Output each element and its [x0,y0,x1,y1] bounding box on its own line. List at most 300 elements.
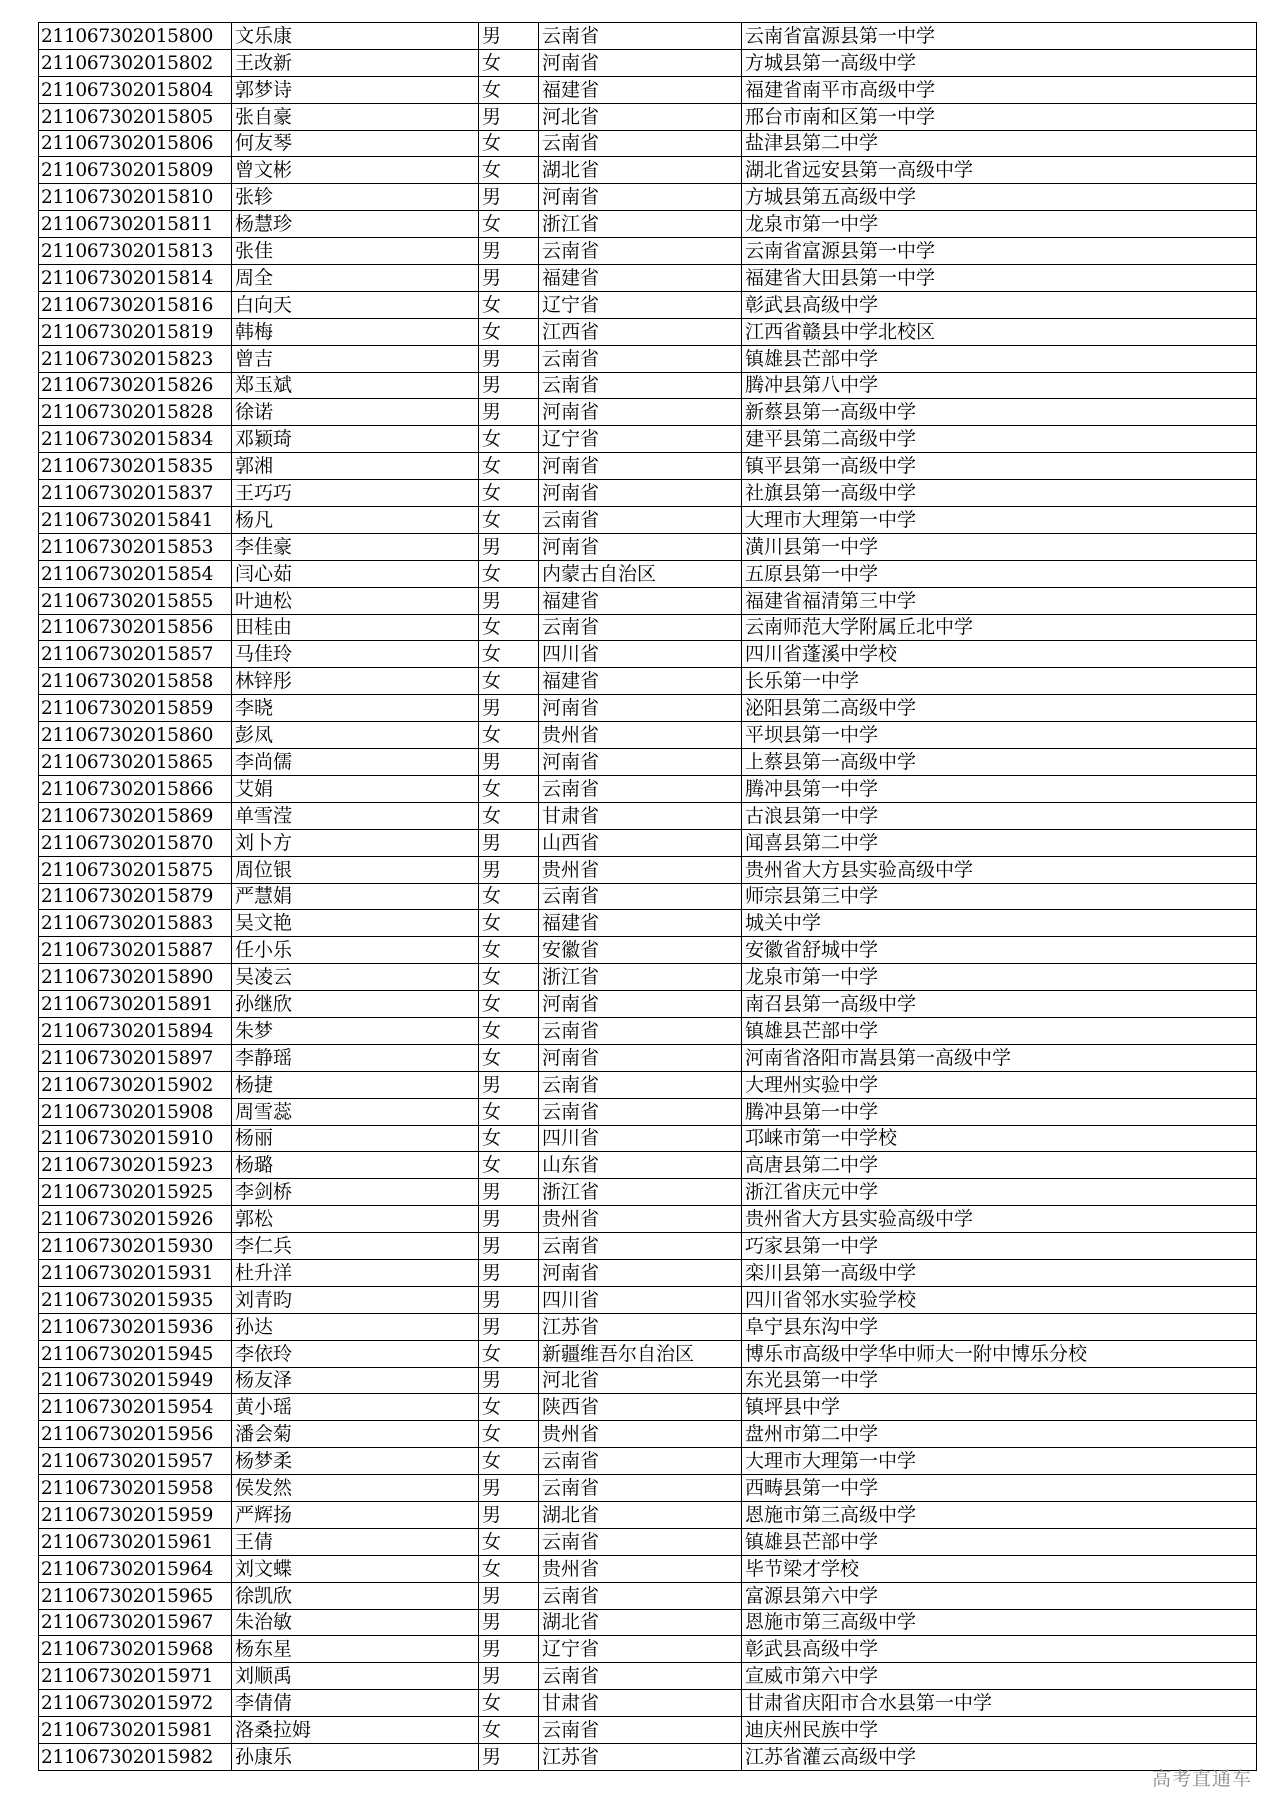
candidate-id-cell: 211067302015834 [39,426,232,453]
gender-cell: 男 [479,1071,539,1098]
province-cell: 福建省 [539,587,742,614]
school-cell: 龙泉市第一中学 [742,211,1257,238]
school-cell: 西畴县第一中学 [742,1475,1257,1502]
table-row [39,614,1257,641]
candidate-id-cell: 211067302015810 [39,184,232,211]
table-row [39,1125,1257,1152]
gender-cell: 女 [479,991,539,1018]
candidate-id-cell: 211067302015806 [39,130,232,157]
candidate-id-cell: 211067302015967 [39,1609,232,1636]
gender-cell: 女 [479,1098,539,1125]
table-row [39,1663,1257,1690]
province-cell: 贵州省 [539,856,742,883]
school-cell: 潢川县第一中学 [742,533,1257,560]
table-row [39,1340,1257,1367]
table-row [39,1582,1257,1609]
school-cell: 泌阳县第二高级中学 [742,695,1257,722]
province-cell: 云南省 [539,130,742,157]
school-cell: 大理市大理第一中学 [742,507,1257,534]
province-cell: 云南省 [539,1071,742,1098]
table-row [39,1394,1257,1421]
province-cell: 河南省 [539,1044,742,1071]
gender-cell: 女 [479,426,539,453]
province-cell: 河南省 [539,991,742,1018]
school-cell: 福建省福清第三中学 [742,587,1257,614]
name-cell: 李佳豪 [232,533,479,560]
name-cell: 杨丽 [232,1125,479,1152]
table-row [39,23,1257,50]
school-cell: 贵州省大方县实验高级中学 [742,856,1257,883]
candidate-id-cell: 211067302015931 [39,1259,232,1286]
name-cell: 王改新 [232,49,479,76]
admission-list-table [38,22,1257,1771]
school-cell: 宣威市第六中学 [742,1663,1257,1690]
name-cell: 吴文艳 [232,910,479,937]
province-cell: 安徽省 [539,937,742,964]
table-row [39,1152,1257,1179]
province-cell: 山西省 [539,829,742,856]
candidate-id-cell: 211067302015982 [39,1744,232,1771]
candidate-id-cell: 211067302015811 [39,211,232,238]
name-cell: 刘文蝶 [232,1555,479,1582]
gender-cell: 女 [479,507,539,534]
name-cell: 艾娟 [232,775,479,802]
province-cell: 云南省 [539,507,742,534]
province-cell: 贵州省 [539,1421,742,1448]
province-cell: 辽宁省 [539,1636,742,1663]
gender-cell: 男 [479,1259,539,1286]
province-cell: 河北省 [539,1367,742,1394]
name-cell: 周全 [232,265,479,292]
table-row [39,533,1257,560]
candidate-id-cell: 211067302015887 [39,937,232,964]
name-cell: 王倩 [232,1528,479,1555]
name-cell: 吴凌云 [232,964,479,991]
table-row [39,480,1257,507]
province-cell: 云南省 [539,1717,742,1744]
name-cell: 郭梦诗 [232,76,479,103]
table-row [39,641,1257,668]
table-row [39,775,1257,802]
table-row [39,1690,1257,1717]
gender-cell: 男 [479,1233,539,1260]
candidate-id-cell: 211067302015828 [39,399,232,426]
table-row [39,211,1257,238]
name-cell: 李仁兵 [232,1233,479,1260]
province-cell: 河南省 [539,533,742,560]
table-row [39,1179,1257,1206]
gender-cell: 女 [479,1717,539,1744]
candidate-id-cell: 211067302015958 [39,1475,232,1502]
watermark-text: 高考直通车 [1151,1768,1252,1790]
gender-cell: 男 [479,856,539,883]
gender-cell: 男 [479,533,539,560]
candidate-id-cell: 211067302015875 [39,856,232,883]
name-cell: 杨璐 [232,1152,479,1179]
candidate-id-cell: 211067302015923 [39,1152,232,1179]
school-cell: 镇雄县芒部中学 [742,345,1257,372]
gender-cell: 女 [479,130,539,157]
table-row [39,130,1257,157]
candidate-id-cell: 211067302015856 [39,614,232,641]
school-cell: 盘州市第二中学 [742,1421,1257,1448]
school-cell: 新蔡县第一高级中学 [742,399,1257,426]
province-cell: 辽宁省 [539,426,742,453]
province-cell: 四川省 [539,1286,742,1313]
province-cell: 云南省 [539,1098,742,1125]
candidate-id-cell: 211067302015926 [39,1206,232,1233]
province-cell: 江西省 [539,318,742,345]
gender-cell: 女 [479,1555,539,1582]
gender-cell: 女 [479,668,539,695]
school-cell: 镇雄县芒部中学 [742,1017,1257,1044]
name-cell: 严慧娟 [232,883,479,910]
province-cell: 浙江省 [539,964,742,991]
name-cell: 朱治敏 [232,1609,479,1636]
school-cell: 云南省富源县第一中学 [742,23,1257,50]
name-cell: 杨东星 [232,1636,479,1663]
table-row [39,1044,1257,1071]
gender-cell: 男 [479,1206,539,1233]
school-cell: 彰武县高级中学 [742,291,1257,318]
table-row [39,1717,1257,1744]
school-cell: 恩施市第三高级中学 [742,1501,1257,1528]
candidate-id-cell: 211067302015835 [39,453,232,480]
candidate-id-cell: 211067302015802 [39,49,232,76]
table-row [39,399,1257,426]
school-cell: 邛崃市第一中学校 [742,1125,1257,1152]
name-cell: 马佳玲 [232,641,479,668]
gender-cell: 女 [479,1528,539,1555]
table-row [39,265,1257,292]
gender-cell: 女 [479,1690,539,1717]
province-cell: 云南省 [539,1233,742,1260]
name-cell: 李倩倩 [232,1690,479,1717]
candidate-id-cell: 211067302015804 [39,76,232,103]
name-cell: 叶迪松 [232,587,479,614]
school-cell: 腾冲县第一中学 [742,775,1257,802]
candidate-id-cell: 211067302015857 [39,641,232,668]
gender-cell: 女 [479,614,539,641]
candidate-id-cell: 211067302015860 [39,722,232,749]
gender-cell: 女 [479,453,539,480]
gender-cell: 女 [479,910,539,937]
gender-cell: 男 [479,1179,539,1206]
candidate-id-cell: 211067302015945 [39,1340,232,1367]
candidate-id-cell: 211067302015826 [39,372,232,399]
candidate-id-cell: 211067302015968 [39,1636,232,1663]
school-cell: 栾川县第一高级中学 [742,1259,1257,1286]
table-row [39,507,1257,534]
candidate-id-cell: 211067302015981 [39,1717,232,1744]
table-row [39,1098,1257,1125]
province-cell: 江苏省 [539,1744,742,1771]
table-row [39,856,1257,883]
table-row [39,453,1257,480]
province-cell: 河南省 [539,184,742,211]
gender-cell: 男 [479,1582,539,1609]
name-cell: 李依玲 [232,1340,479,1367]
table-row [39,1071,1257,1098]
province-cell: 云南省 [539,238,742,265]
province-cell: 云南省 [539,1017,742,1044]
table-row [39,1609,1257,1636]
name-cell: 郑玉斌 [232,372,479,399]
school-cell: 富源县第六中学 [742,1582,1257,1609]
school-cell: 东光县第一中学 [742,1367,1257,1394]
candidate-id-cell: 211067302015935 [39,1286,232,1313]
school-cell: 长乐第一中学 [742,668,1257,695]
school-cell: 社旗县第一高级中学 [742,480,1257,507]
candidate-id-cell: 211067302015890 [39,964,232,991]
school-cell: 巧家县第一中学 [742,1233,1257,1260]
province-cell: 河南省 [539,49,742,76]
candidate-id-cell: 211067302015894 [39,1017,232,1044]
name-cell: 闫心茹 [232,560,479,587]
candidate-id-cell: 211067302015956 [39,1421,232,1448]
table-row [39,910,1257,937]
name-cell: 洛桑拉姆 [232,1717,479,1744]
name-cell: 孙继欣 [232,991,479,1018]
school-cell: 邢台市南和区第一中学 [742,103,1257,130]
name-cell: 孙达 [232,1313,479,1340]
candidate-id-cell: 211067302015879 [39,883,232,910]
school-cell: 盐津县第二中学 [742,130,1257,157]
name-cell: 刘卜方 [232,829,479,856]
table-row [39,76,1257,103]
gender-cell: 男 [479,1609,539,1636]
province-cell: 云南省 [539,1475,742,1502]
table-row [39,291,1257,318]
candidate-id-cell: 211067302015809 [39,157,232,184]
school-cell: 建平县第二高级中学 [742,426,1257,453]
gender-cell: 女 [479,49,539,76]
gender-cell: 女 [479,1448,539,1475]
name-cell: 白向天 [232,291,479,318]
candidate-id-cell: 211067302015971 [39,1663,232,1690]
gender-cell: 女 [479,211,539,238]
table-row [39,1555,1257,1582]
province-cell: 福建省 [539,265,742,292]
name-cell: 杜升洋 [232,1259,479,1286]
table-row [39,1367,1257,1394]
province-cell: 湖北省 [539,1609,742,1636]
name-cell: 孙康乐 [232,1744,479,1771]
table-row [39,1475,1257,1502]
table-row [39,1501,1257,1528]
candidate-id-cell: 211067302015805 [39,103,232,130]
school-cell: 安徽省舒城中学 [742,937,1257,964]
table-row [39,964,1257,991]
gender-cell: 女 [479,291,539,318]
province-cell: 云南省 [539,1663,742,1690]
province-cell: 福建省 [539,76,742,103]
school-cell: 镇坪县中学 [742,1394,1257,1421]
gender-cell: 男 [479,1636,539,1663]
name-cell: 刘顺禹 [232,1663,479,1690]
name-cell: 单雪滢 [232,802,479,829]
school-cell: 大理市大理第一中学 [742,1448,1257,1475]
gender-cell: 男 [479,103,539,130]
name-cell: 张轸 [232,184,479,211]
gender-cell: 男 [479,399,539,426]
province-cell: 四川省 [539,1125,742,1152]
gender-cell: 女 [479,157,539,184]
name-cell: 徐凯欣 [232,1582,479,1609]
gender-cell: 女 [479,480,539,507]
candidate-id-cell: 211067302015959 [39,1501,232,1528]
name-cell: 郭松 [232,1206,479,1233]
province-cell: 云南省 [539,345,742,372]
school-cell: 闻喜县第二中学 [742,829,1257,856]
table-row [39,829,1257,856]
table-row [39,1421,1257,1448]
name-cell: 周位银 [232,856,479,883]
table-row [39,1259,1257,1286]
table-row [39,722,1257,749]
table-row [39,1206,1257,1233]
province-cell: 浙江省 [539,1179,742,1206]
province-cell: 陕西省 [539,1394,742,1421]
candidate-id-cell: 211067302015814 [39,265,232,292]
province-cell: 云南省 [539,775,742,802]
province-cell: 云南省 [539,372,742,399]
name-cell: 李晓 [232,695,479,722]
school-cell: 毕节梁才学校 [742,1555,1257,1582]
province-cell: 云南省 [539,883,742,910]
province-cell: 河南省 [539,480,742,507]
province-cell: 四川省 [539,641,742,668]
name-cell: 何友琴 [232,130,479,157]
name-cell: 田桂由 [232,614,479,641]
gender-cell: 男 [479,372,539,399]
candidate-id-cell: 211067302015816 [39,291,232,318]
school-cell: 镇平县第一高级中学 [742,453,1257,480]
province-cell: 河南省 [539,695,742,722]
candidate-id-cell: 211067302015858 [39,668,232,695]
province-cell: 云南省 [539,614,742,641]
table-row [39,668,1257,695]
gender-cell: 女 [479,1340,539,1367]
gender-cell: 男 [479,1367,539,1394]
candidate-id-cell: 211067302015819 [39,318,232,345]
candidate-id-cell: 211067302015870 [39,829,232,856]
province-cell: 河南省 [539,749,742,776]
table-body [39,23,1257,1771]
gender-cell: 男 [479,238,539,265]
gender-cell: 女 [479,802,539,829]
school-cell: 河南省洛阳市嵩县第一高级中学 [742,1044,1257,1071]
table-row [39,1744,1257,1771]
school-cell: 五原县第一中学 [742,560,1257,587]
table-row [39,426,1257,453]
candidate-id-cell: 211067302015855 [39,587,232,614]
school-cell: 方城县第一高级中学 [742,49,1257,76]
school-cell: 博乐市高级中学华中师大一附中博乐分校 [742,1340,1257,1367]
school-cell: 上蔡县第一高级中学 [742,749,1257,776]
gender-cell: 女 [479,1125,539,1152]
name-cell: 李尚儒 [232,749,479,776]
gender-cell: 女 [479,1017,539,1044]
province-cell: 山东省 [539,1152,742,1179]
candidate-id-cell: 211067302015925 [39,1179,232,1206]
gender-cell: 女 [479,1044,539,1071]
table-row [39,49,1257,76]
candidate-id-cell: 211067302015841 [39,507,232,534]
school-cell: 甘肃省庆阳市合水县第一中学 [742,1690,1257,1717]
name-cell: 杨慧珍 [232,211,479,238]
name-cell: 邓颖琦 [232,426,479,453]
school-cell: 腾冲县第八中学 [742,372,1257,399]
name-cell: 杨梦柔 [232,1448,479,1475]
school-cell: 方城县第五高级中学 [742,184,1257,211]
candidate-id-cell: 211067302015897 [39,1044,232,1071]
table-row [39,238,1257,265]
gender-cell: 男 [479,265,539,292]
candidate-id-cell: 211067302015813 [39,238,232,265]
table-row [39,1017,1257,1044]
gender-cell: 女 [479,641,539,668]
name-cell: 张自豪 [232,103,479,130]
name-cell: 黄小瑶 [232,1394,479,1421]
table-row [39,103,1257,130]
gender-cell: 男 [479,1313,539,1340]
province-cell: 浙江省 [539,211,742,238]
school-cell: 江苏省灌云高级中学 [742,1744,1257,1771]
table-row [39,345,1257,372]
school-cell: 平坝县第一中学 [742,722,1257,749]
candidate-id-cell: 211067302015853 [39,533,232,560]
candidate-id-cell: 211067302015902 [39,1071,232,1098]
gender-cell: 男 [479,345,539,372]
gender-cell: 女 [479,1421,539,1448]
candidate-id-cell: 211067302015883 [39,910,232,937]
gender-cell: 男 [479,1501,539,1528]
gender-cell: 男 [479,184,539,211]
school-cell: 福建省大田县第一中学 [742,265,1257,292]
name-cell: 周雪蕊 [232,1098,479,1125]
school-cell: 江西省赣县中学北校区 [742,318,1257,345]
province-cell: 河南省 [539,1259,742,1286]
gender-cell: 男 [479,1286,539,1313]
name-cell: 李静瑶 [232,1044,479,1071]
name-cell: 杨捷 [232,1071,479,1098]
candidate-id-cell: 211067302015823 [39,345,232,372]
table-row [39,184,1257,211]
province-cell: 贵州省 [539,722,742,749]
province-cell: 湖北省 [539,157,742,184]
province-cell: 湖北省 [539,1501,742,1528]
candidate-id-cell: 211067302015965 [39,1582,232,1609]
school-cell: 古浪县第一中学 [742,802,1257,829]
province-cell: 云南省 [539,1582,742,1609]
province-cell: 福建省 [539,910,742,937]
table-row [39,695,1257,722]
province-cell: 江苏省 [539,1313,742,1340]
province-cell: 云南省 [539,1448,742,1475]
candidate-id-cell: 211067302015961 [39,1528,232,1555]
school-cell: 龙泉市第一中学 [742,964,1257,991]
gender-cell: 女 [479,722,539,749]
candidate-id-cell: 211067302015891 [39,991,232,1018]
gender-cell: 男 [479,1663,539,1690]
name-cell: 张佳 [232,238,479,265]
gender-cell: 女 [479,76,539,103]
gender-cell: 男 [479,587,539,614]
gender-cell: 女 [479,318,539,345]
province-cell: 新疆维吾尔自治区 [539,1340,742,1367]
school-cell: 腾冲县第一中学 [742,1098,1257,1125]
